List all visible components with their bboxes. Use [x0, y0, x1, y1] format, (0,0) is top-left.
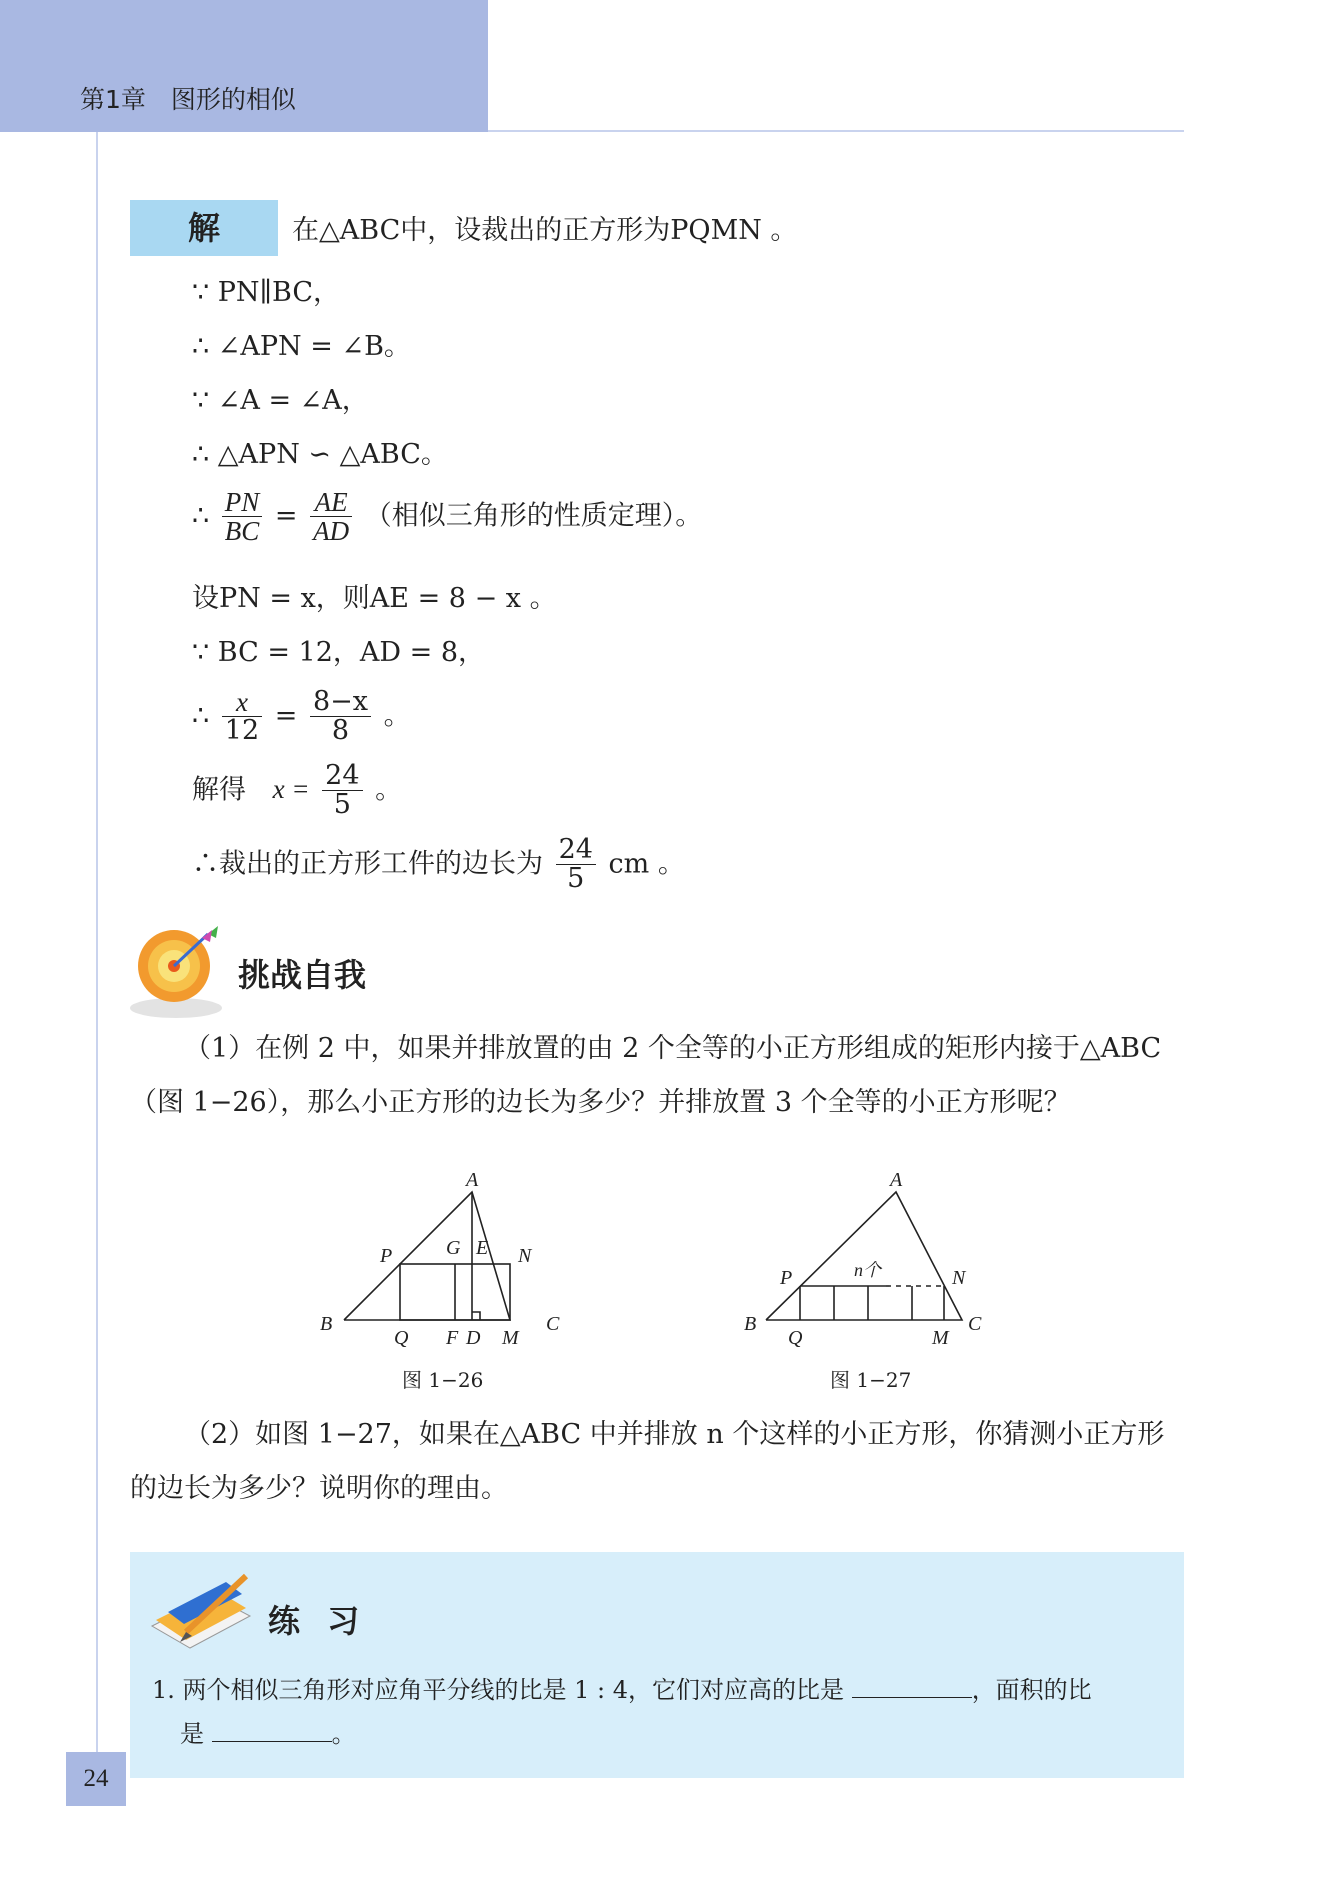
therefore-symbol: ∴ [192, 700, 210, 732]
label-Q: Q [394, 1327, 409, 1349]
frac-num: 24 [556, 836, 596, 865]
solution-line-1: 在△ABC中，设裁出的正方形为PQMN 。 [292, 215, 798, 246]
label-D: D [466, 1327, 481, 1349]
label-C: C [546, 1313, 560, 1335]
figure-1-27-caption: 图 1−27 [830, 1368, 912, 1392]
frac-den: 8 [331, 715, 350, 747]
conclusion-text: ∴裁出的正方形工件的边长为 [192, 848, 543, 880]
solve-var: x = [272, 774, 310, 805]
solve-prefix: 解得 [192, 774, 246, 806]
figure-1-26-caption: 图 1−26 [402, 1368, 484, 1392]
challenge-question-2: （2）如图 1−27，如果在△ABC 中并排放 n 个这样的小正方形，你猜测小正方形的边长为多少？说明你的理由。 [130, 1419, 1165, 1504]
solution-line-5: ∴ △APN ∽ △ABC。 [192, 439, 448, 470]
practice-q1-text: 1. 两个相似三角形对应角平分线的比是 1 : 4，它们对应高的比是 [152, 1676, 845, 1704]
header-rule [488, 130, 1184, 132]
solution-line-2: ∵ PN∥BC， [192, 277, 341, 308]
label-A: A [466, 1170, 479, 1191]
equation-2 [192, 688, 411, 746]
label-N: N [952, 1267, 966, 1289]
challenge-title: 挑战自我 [238, 956, 367, 994]
period: 。 [331, 1720, 356, 1748]
frac-num: 24 [322, 762, 362, 791]
label-Q: Q [788, 1327, 803, 1349]
frac-num: 8−x [310, 688, 371, 717]
frac-num: AE [310, 488, 352, 517]
page-number: 24 [66, 1752, 126, 1806]
label-B: B [320, 1313, 333, 1335]
frac-den: BC [224, 516, 260, 547]
frac-num: PN [222, 488, 263, 517]
label-C: C [968, 1313, 982, 1335]
notebook-pencil-icon [146, 1572, 256, 1654]
practice-q1-text-b: ，面积的比 [971, 1676, 1092, 1704]
equals: = [274, 700, 298, 732]
solution-line-4: ∵ ∠A = ∠A， [192, 385, 369, 416]
label-G: G [446, 1237, 461, 1259]
label-E: E [476, 1237, 489, 1259]
challenge-question-1: （1）在例 2 中，如果并排放置的由 2 个全等的小正方形组成的矩形内接于△ABC（图 1−26），那么小正方形的边长为多少？并排放置 3 个全等的小正方形呢？ [130, 1033, 1162, 1118]
frac-num: x [222, 688, 262, 717]
practice-question-1-cont [180, 1714, 356, 1749]
label-B: B [744, 1313, 757, 1335]
label-N: N [518, 1245, 532, 1267]
solution-label: 解 [130, 200, 278, 256]
figure-1-26 [310, 1170, 570, 1350]
solution-given-line: ∵ BC = 12，AD = 8， [192, 637, 486, 668]
practice-title: 练 习 [268, 1602, 368, 1640]
frac-den: 5 [333, 789, 351, 821]
frac-den: 5 [567, 863, 585, 895]
unit: cm 。 [608, 848, 685, 880]
solution-line-3: ∴ ∠APN = ∠B。 [192, 331, 411, 362]
answer-blank[interactable] [212, 1719, 332, 1742]
solve-line [192, 762, 402, 820]
theorem-note: （相似三角形的性质定理）。 [364, 500, 703, 532]
period: 。 [383, 700, 411, 732]
practice-question-1 [152, 1670, 1092, 1705]
label-M: M [932, 1327, 949, 1349]
chapter-title: 第1章 图形的相似 [80, 85, 296, 114]
conclusion-line [192, 836, 685, 894]
label-A: A [890, 1170, 903, 1191]
equals: = [274, 500, 298, 532]
label-M: M [502, 1327, 519, 1349]
label-P: P [780, 1267, 793, 1289]
therefore-symbol: ∴ [192, 500, 210, 532]
period: 。 [375, 774, 403, 806]
answer-blank[interactable] [852, 1675, 972, 1698]
label-P: P [380, 1245, 393, 1267]
solution-set-line: 设PN = x，则AE = 8 − x 。 [192, 583, 557, 614]
label-F: F [446, 1327, 459, 1349]
label-n-count: n个 [854, 1260, 881, 1280]
figure-1-27 [736, 1170, 1006, 1350]
target-icon [128, 920, 228, 1020]
practice-q1-text-c: 是 [180, 1720, 204, 1748]
left-margin-rule [96, 132, 98, 1756]
ratio-equation [192, 488, 702, 546]
frac-den: AD [313, 516, 350, 547]
frac-den: 12 [224, 715, 260, 747]
